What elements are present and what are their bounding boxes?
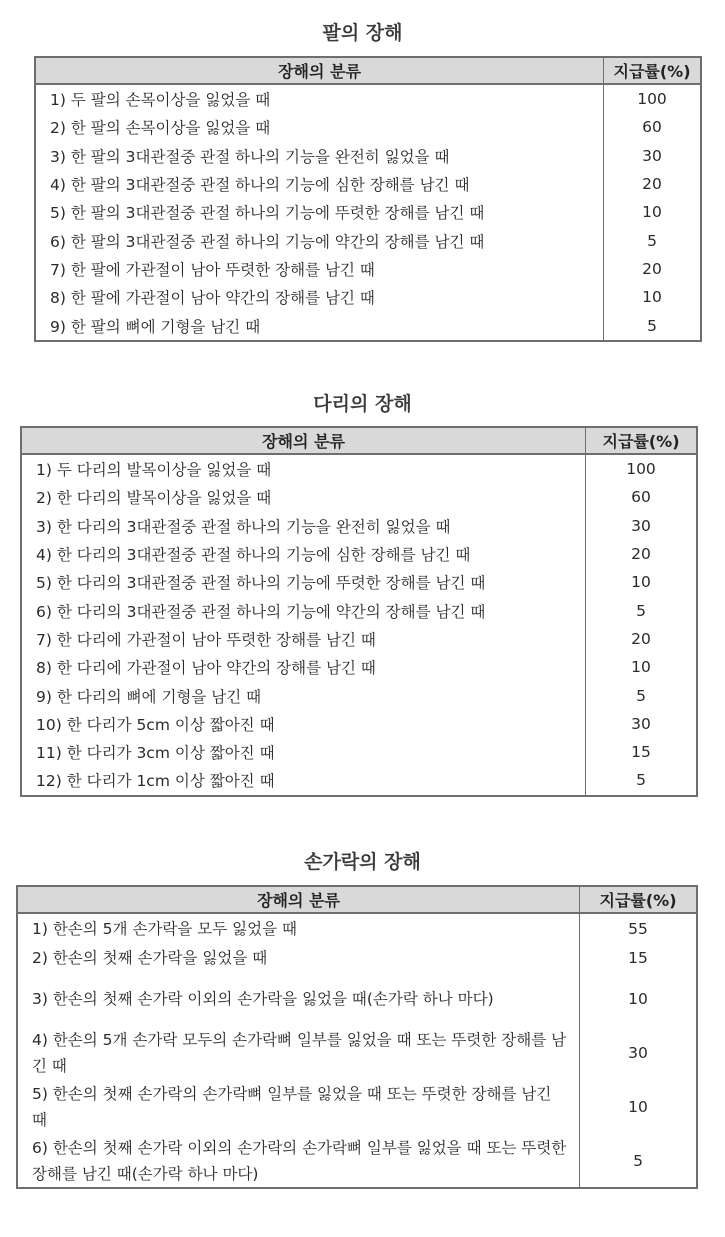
- rate-cell: 15: [628, 948, 648, 967]
- finger-disability-table: [16, 885, 698, 1189]
- classification-cell: 9) 한 다리의 뼈에 기형을 남긴 때: [21, 681, 586, 709]
- rate-header: 지급률(%): [604, 57, 702, 84]
- table-row: [21, 653, 697, 681]
- table-row: [21, 766, 697, 795]
- classification-cell: 2) 한손의 첫째 손가락을 잃었을 때: [17, 943, 580, 972]
- rate-cell: 10: [628, 1098, 648, 1116]
- rate-cell: 20: [642, 259, 662, 278]
- classification-cell: 5) 한 팔의 3대관절중 관절 하나의 기능에 뚜렷한 장해를 남긴 때: [35, 198, 604, 226]
- classification-cell: 7) 한 팔에 가관절이 남아 뚜렷한 장해를 남긴 때: [35, 255, 604, 283]
- classification-cell: 11) 한 다리가 3cm 이상 짧아진 때: [21, 738, 586, 766]
- table-header-row: [17, 886, 697, 913]
- table-row: [21, 738, 697, 766]
- table-row: [35, 283, 701, 311]
- arm-disability-table: [34, 56, 702, 342]
- rate-cell: 20: [631, 629, 651, 648]
- classification-cell: 12) 한 다리가 1cm 이상 짧아진 때: [21, 766, 586, 795]
- rate-cell: 60: [642, 118, 662, 137]
- rate-cell: 30: [631, 714, 651, 733]
- table-row: [35, 198, 701, 226]
- table-header-row: [21, 427, 697, 454]
- rate-header: 지급률(%): [580, 886, 698, 913]
- classification-cell: 3) 한 다리의 3대관절중 관절 하나의 기능을 완전히 잃었을 때: [21, 512, 586, 540]
- classification-cell: 1) 두 다리의 발목이상을 잃었을 때: [21, 454, 586, 483]
- table-row: [21, 540, 697, 568]
- classification-header: 장해의 분류: [21, 427, 586, 454]
- rate-cell: 60: [631, 488, 651, 507]
- table-header-row: [35, 57, 701, 84]
- rate-cell: 30: [628, 1044, 648, 1062]
- leg-disability-table: [20, 426, 698, 797]
- rate-cell: 100: [637, 90, 667, 109]
- table-row: [35, 113, 701, 141]
- table-row: [21, 454, 697, 483]
- table-row: [21, 710, 697, 738]
- classification-cell: 6) 한 팔의 3대관절중 관절 하나의 기능에 약간의 장해를 남긴 때: [35, 226, 604, 254]
- classification-cell: 6) 한 다리의 3대관절중 관절 하나의 기능에 약간의 장해를 남긴 때: [21, 596, 586, 624]
- leg-section-title: 다리의 장해: [313, 393, 412, 415]
- classification-cell: 2) 한 다리의 발목이상을 잃었을 때: [21, 483, 586, 511]
- rate-cell: 5: [636, 686, 646, 705]
- rate-cell: 30: [642, 146, 662, 165]
- classification-cell: 2) 한 팔의 손목이상을 잃었을 때: [35, 113, 604, 141]
- classification-cell: 3) 한손의 첫째 손가락 이외의 손가락을 잃었을 때(손가락 하나 마다): [17, 972, 580, 1026]
- classification-cell: 4) 한 팔의 3대관절중 관절 하나의 기능에 심한 장해를 남긴 때: [35, 170, 604, 198]
- classification-cell: 3) 한 팔의 3대관절중 관절 하나의 기능을 완전히 잃었을 때: [35, 142, 604, 170]
- rate-cell: 30: [631, 516, 651, 535]
- table-row: [21, 483, 697, 511]
- classification-cell: 1) 한손의 5개 손가락을 모두 잃었을 때: [17, 913, 580, 943]
- table-row: [35, 255, 701, 283]
- classification-header: 장해의 분류: [35, 57, 604, 84]
- table-row: [35, 142, 701, 170]
- table-row: [17, 1080, 697, 1134]
- rate-cell: 15: [631, 743, 651, 762]
- classification-cell: 8) 한 다리에 가관절이 남아 약간의 장해를 남긴 때: [21, 653, 586, 681]
- table-row: [21, 681, 697, 709]
- classification-cell: 9) 한 팔의 뼈에 기형을 남긴 때: [35, 311, 604, 340]
- table-row: [35, 226, 701, 254]
- rate-cell: 20: [642, 175, 662, 194]
- table-row: [35, 84, 701, 113]
- classification-cell: 8) 한 팔에 가관절이 남아 약간의 장해를 남긴 때: [35, 283, 604, 311]
- classification-cell: 7) 한 다리에 가관절이 남아 뚜렷한 장해를 남긴 때: [21, 625, 586, 653]
- rate-cell: 5: [647, 231, 657, 250]
- rate-cell: 10: [642, 203, 662, 222]
- classification-cell: 4) 한 다리의 3대관절중 관절 하나의 기능에 심한 장해를 남긴 때: [21, 540, 586, 568]
- rate-header: 지급률(%): [586, 427, 698, 454]
- rate-cell: 10: [631, 658, 651, 677]
- classification-cell: 5) 한 다리의 3대관절중 관절 하나의 기능에 뚜렷한 장해를 남긴 때: [21, 568, 586, 596]
- table-row: [17, 943, 697, 972]
- table-row: [17, 972, 697, 1026]
- rate-cell: 5: [636, 771, 646, 790]
- table-row: [17, 913, 697, 943]
- arm-section-title: 팔의 장해: [322, 22, 403, 44]
- classification-cell: 10) 한 다리가 5cm 이상 짧아진 때: [21, 710, 586, 738]
- table-row: [35, 170, 701, 198]
- rate-cell: 10: [642, 288, 662, 307]
- classification-cell: 5) 한손의 첫째 손가락의 손가락뼈 일부를 잃었을 때 또는 뚜렷한 장해를 남긴 때: [17, 1080, 580, 1134]
- table-row: [35, 311, 701, 340]
- classification-cell: 6) 한손의 첫째 손가락 이외의 손가락의 손가락뼈 일부를 잃었을 때 또는 뚜렷한 장해를 남긴 때(손가락 하나 마다): [17, 1134, 580, 1188]
- table-row: [17, 1134, 697, 1188]
- finger-section-title: 손가락의 장해: [304, 851, 421, 873]
- classification-cell: 1) 두 팔의 손목이상을 잃었을 때: [35, 84, 604, 113]
- table-row: [17, 1026, 697, 1080]
- rate-cell: 10: [631, 573, 651, 592]
- classification-header: 장해의 분류: [17, 886, 580, 913]
- table-row: [21, 625, 697, 653]
- classification-cell: 4) 한손의 5개 손가락 모두의 손가락뼈 일부를 잃었을 때 또는 뚜렷한 장해를 남긴 때: [17, 1026, 580, 1080]
- rate-cell: 5: [633, 1151, 643, 1170]
- rate-cell: 5: [636, 601, 646, 620]
- rate-cell: 5: [647, 316, 657, 335]
- table-row: [21, 568, 697, 596]
- rate-cell: 20: [631, 545, 651, 564]
- rate-cell: 100: [626, 460, 656, 479]
- table-row: [21, 596, 697, 624]
- table-row: [21, 512, 697, 540]
- rate-cell: 55: [628, 919, 648, 938]
- rate-cell: 10: [628, 990, 648, 1008]
